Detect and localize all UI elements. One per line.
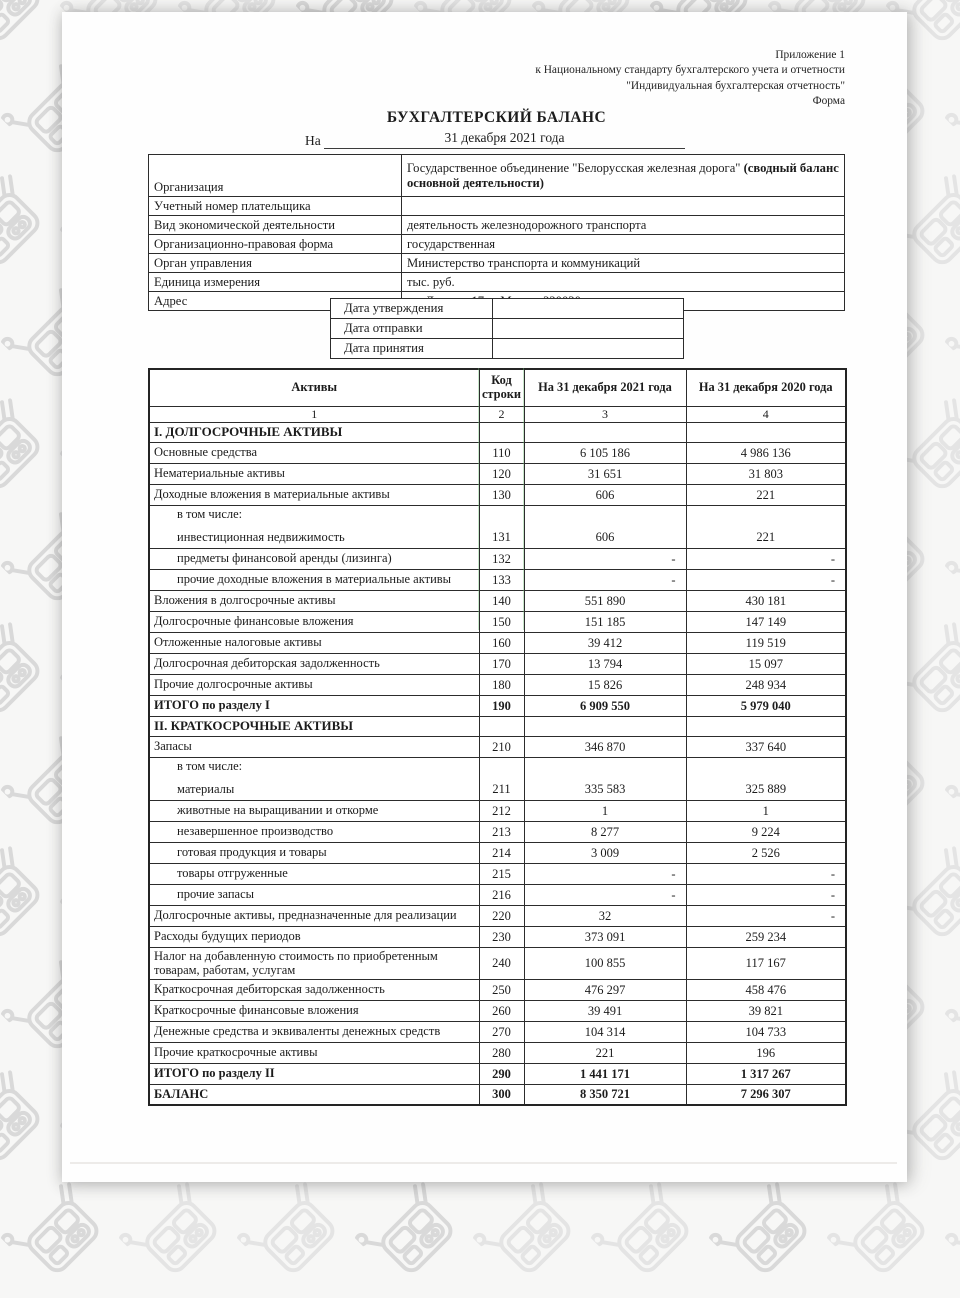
row-value-2020: - — [686, 548, 846, 569]
retro-console-icon — [0, 184, 46, 277]
column-number-row — [149, 406, 846, 422]
row-label: прочие запасы — [149, 884, 479, 905]
date-row-value — [493, 339, 684, 359]
row-code: 230 — [479, 926, 524, 947]
row-code: 110 — [479, 442, 524, 463]
table-row — [149, 505, 846, 548]
date-row-label: Дата принятия — [331, 339, 493, 359]
table-row — [149, 926, 846, 947]
org-row — [149, 216, 845, 235]
row-code: 214 — [479, 842, 524, 863]
row-label: Налог на добавленную стоимость по приобретенным товарам, работам, услугам — [149, 947, 479, 979]
section-label: II. КРАТКОСРОЧНЫЕ АКТИВЫ — [149, 716, 479, 736]
table-row — [149, 863, 846, 884]
table-row — [149, 947, 846, 979]
row-value-2021: - — [524, 569, 686, 590]
retro-console-icon — [902, 0, 960, 53]
retro-console-icon — [0, 1080, 46, 1173]
scan-artifact-line — [478, 368, 479, 630]
org-row-value: тыс. руб. — [402, 273, 845, 292]
org-row-label: Адрес — [149, 292, 402, 311]
row-code: 170 — [479, 653, 524, 674]
row-code: 133 — [479, 569, 524, 590]
row-label: Вложения в долгосрочные активы — [149, 590, 479, 611]
table-row — [149, 569, 846, 590]
row-value-2021: 39 412 — [524, 632, 686, 653]
row-code: 240 — [479, 947, 524, 979]
row-code: 213 — [479, 821, 524, 842]
row-label: прочие доходные вложения в материальные активы — [149, 569, 479, 590]
empty-cell — [524, 716, 686, 736]
note-form: Форма — [812, 95, 845, 108]
row-value-2020: 430 181 — [686, 590, 846, 611]
row-code: 190 — [479, 695, 524, 716]
col-header-2020: На 31 декабря 2020 года — [686, 369, 846, 406]
row-label: Доходные вложения в материальные активы — [149, 484, 479, 505]
row-code: 270 — [479, 1021, 524, 1042]
org-row-label: Орган управления — [149, 254, 402, 273]
org-row-value: Министерство транспорта и коммуникаций — [402, 254, 845, 273]
row-code: 210 — [479, 736, 524, 757]
row-label: Денежные средства и эквиваленты денежных средств — [149, 1021, 479, 1042]
table-row — [149, 884, 846, 905]
report-date-row — [148, 130, 845, 154]
empty-cell — [686, 422, 846, 442]
retro-console-icon — [902, 408, 960, 501]
col-number-3: 3 — [524, 406, 686, 422]
row-value-2021: 31 651 — [524, 463, 686, 484]
row-value-2021: 39 491 — [524, 1000, 686, 1021]
empty-cell — [479, 422, 524, 442]
retro-console-icon — [902, 1080, 960, 1173]
retro-console-icon — [902, 856, 960, 949]
retro-console-icon — [725, 1192, 813, 1285]
col-header-assets: Активы — [149, 369, 479, 406]
row-label: в том числе: инвестиционная недвижимость — [149, 505, 479, 548]
row-code: 180 — [479, 674, 524, 695]
date-row-label: Дата отправки — [331, 319, 493, 339]
row-code: 150 — [479, 611, 524, 632]
row-label: товары отгруженные — [149, 863, 479, 884]
col-number-4: 4 — [686, 406, 846, 422]
row-value-2020: 221 — [686, 484, 846, 505]
row-value-2020: 39 821 — [686, 1000, 846, 1021]
row-value-2020: 337 640 — [686, 736, 846, 757]
table-row — [149, 1084, 846, 1105]
date-prefix-label: На — [305, 133, 321, 148]
row-value-2020: 117 167 — [686, 947, 846, 979]
row-code: 140 — [479, 590, 524, 611]
table-row — [149, 611, 846, 632]
row-value-2020: 259 234 — [686, 926, 846, 947]
form-notes — [148, 48, 845, 110]
retro-console-icon — [17, 1192, 105, 1285]
org-row — [149, 197, 845, 216]
table-row — [149, 590, 846, 611]
row-value-2020: 1 317 267 — [686, 1063, 846, 1084]
dates-table-body — [331, 299, 684, 359]
row-value-2021: 32 — [524, 905, 686, 926]
row-value-2021: 8 277 — [524, 821, 686, 842]
row-label: Расходы будущих периодов — [149, 926, 479, 947]
row-label: животные на выращивании и откорме — [149, 800, 479, 821]
retro-console-icon — [135, 1192, 223, 1285]
empty-cell — [686, 716, 846, 736]
retro-console-icon — [0, 408, 46, 501]
row-code: 130 — [479, 484, 524, 505]
row-value-2021: 8 350 721 — [524, 1084, 686, 1105]
row-value-2020: 2 526 — [686, 842, 846, 863]
row-code: 250 — [479, 979, 524, 1000]
row-value-2021: 13 794 — [524, 653, 686, 674]
table-row — [149, 463, 846, 484]
retro-console-icon — [902, 184, 960, 277]
row-value-2020: - — [686, 863, 846, 884]
row-value-2021: 476 297 — [524, 979, 686, 1000]
date-row-value — [493, 299, 684, 319]
empty-cell — [524, 422, 686, 442]
row-value-2020: - — [686, 905, 846, 926]
row-label: ИТОГО по разделу I — [149, 695, 479, 716]
row-value-2020: 15 097 — [686, 653, 846, 674]
row-value-2021: 606 — [524, 505, 686, 548]
table-row — [149, 548, 846, 569]
row-value-2021: 3 009 — [524, 842, 686, 863]
section-label: I. ДОЛГОСРОЧНЫЕ АКТИВЫ — [149, 422, 479, 442]
row-value-2021: 606 — [524, 484, 686, 505]
row-value-2021: - — [524, 884, 686, 905]
org-row-value: деятельность железнодорожного транспорта — [402, 216, 845, 235]
org-row-value — [402, 197, 845, 216]
note-standard: к Национальному стандарту бухгалтерского учета и отчетности — [535, 64, 845, 77]
report-date-value: 31 декабря 2021 года — [324, 130, 685, 149]
row-value-2020: 248 934 — [686, 674, 846, 695]
org-row — [149, 155, 845, 197]
table-row — [149, 653, 846, 674]
table-row — [149, 1063, 846, 1084]
table-row — [149, 484, 846, 505]
row-value-2020: 4 986 136 — [686, 442, 846, 463]
row-code: 160 — [479, 632, 524, 653]
row-value-2020: 104 733 — [686, 1021, 846, 1042]
retro-console-icon — [0, 632, 46, 725]
row-label: готовая продукция и товары — [149, 842, 479, 863]
row-label: Долгосрочные активы, предназначенные для реализации — [149, 905, 479, 926]
note-appendix: Приложение 1 — [775, 49, 845, 61]
table-row — [149, 442, 846, 463]
row-value-2021: 151 185 — [524, 611, 686, 632]
row-value-2020: 31 803 — [686, 463, 846, 484]
date-row — [331, 319, 684, 339]
row-code: 211 — [479, 757, 524, 800]
table-row — [149, 821, 846, 842]
row-label: Краткосрочные финансовые вложения — [149, 1000, 479, 1021]
organization-table-body — [149, 155, 845, 311]
retro-console-icon — [607, 1192, 695, 1285]
note-report-type: "Индивидуальная бухгалтерская отчетность" — [626, 79, 845, 92]
balance-table-body — [149, 422, 846, 1105]
row-value-2020: 196 — [686, 1042, 846, 1063]
retro-console-icon — [0, 856, 46, 949]
section-row — [149, 422, 846, 442]
retro-console-icon — [843, 1192, 931, 1285]
row-value-2020: 119 519 — [686, 632, 846, 653]
row-code: 132 — [479, 548, 524, 569]
row-value-2021: 221 — [524, 1042, 686, 1063]
row-value-2021: 6 105 186 — [524, 442, 686, 463]
row-value-2021: 335 583 — [524, 757, 686, 800]
row-value-2021: 551 890 — [524, 590, 686, 611]
table-row — [149, 842, 846, 863]
row-code: 131 — [479, 505, 524, 548]
row-value-2021: - — [524, 863, 686, 884]
retro-console-icon — [902, 632, 960, 725]
row-code: 280 — [479, 1042, 524, 1063]
row-label: Долгосрочная дебиторская задолженность — [149, 653, 479, 674]
table-row — [149, 632, 846, 653]
org-row — [149, 235, 845, 254]
row-code: 300 — [479, 1084, 524, 1105]
row-label: БАЛАНС — [149, 1084, 479, 1105]
org-row-label: Вид экономической деятельности — [149, 216, 402, 235]
row-value-2021: 15 826 — [524, 674, 686, 695]
col-number-2: 2 — [479, 406, 524, 422]
row-label: Краткосрочная дебиторская задолженность — [149, 979, 479, 1000]
table-row — [149, 674, 846, 695]
row-code: 120 — [479, 463, 524, 484]
row-value-2020: 1 — [686, 800, 846, 821]
row-label: Нематериальные активы — [149, 463, 479, 484]
org-row — [149, 254, 845, 273]
row-value-2021: 104 314 — [524, 1021, 686, 1042]
row-code: 290 — [479, 1063, 524, 1084]
row-label: незавершенное производство — [149, 821, 479, 842]
row-label: Запасы — [149, 736, 479, 757]
org-row-value: государственная — [402, 235, 845, 254]
org-row-label: Организационно-правовая форма — [149, 235, 402, 254]
row-label: в том числе: материалы — [149, 757, 479, 800]
table-row — [149, 695, 846, 716]
row-code: 216 — [479, 884, 524, 905]
row-code: 260 — [479, 1000, 524, 1021]
table-row — [149, 1042, 846, 1063]
document-page — [62, 12, 907, 1182]
table-row — [149, 800, 846, 821]
row-value-2021: 6 909 550 — [524, 695, 686, 716]
row-value-2020: 221 — [686, 505, 846, 548]
table-row — [149, 736, 846, 757]
col-header-code: Код строки — [479, 369, 524, 406]
retro-console-icon — [489, 1192, 577, 1285]
table-row — [149, 757, 846, 800]
organization-table — [148, 154, 845, 311]
row-value-2020: 147 149 — [686, 611, 846, 632]
row-code: 215 — [479, 863, 524, 884]
row-code: 220 — [479, 905, 524, 926]
row-value-2021: - — [524, 548, 686, 569]
row-value-2020: 7 296 307 — [686, 1084, 846, 1105]
row-value-2020: 458 476 — [686, 979, 846, 1000]
document-title: БУХГАЛТЕРСКИЙ БАЛАНС — [386, 109, 607, 126]
dates-table — [330, 298, 684, 359]
row-label: Прочие долгосрочные активы — [149, 674, 479, 695]
empty-cell — [479, 716, 524, 736]
table-row — [149, 905, 846, 926]
row-label: Отложенные налоговые активы — [149, 632, 479, 653]
date-row — [331, 299, 684, 319]
row-value-2020: - — [686, 569, 846, 590]
row-label: Долгосрочные финансовые вложения — [149, 611, 479, 632]
row-value-2020: 9 224 — [686, 821, 846, 842]
row-value-2020: - — [686, 884, 846, 905]
col-number-1: 1 — [149, 406, 479, 422]
row-value-2021: 100 855 — [524, 947, 686, 979]
row-value-2020: 325 889 — [686, 757, 846, 800]
scan-artifact-line — [523, 368, 524, 630]
section-row — [149, 716, 846, 736]
org-row — [149, 273, 845, 292]
org-row-label: Единица измерения — [149, 273, 402, 292]
balance-header-row — [149, 369, 846, 406]
org-row-label: Учетный номер плательщика — [149, 197, 402, 216]
row-label: ИТОГО по разделу II — [149, 1063, 479, 1084]
row-value-2021: 373 091 — [524, 926, 686, 947]
row-label: Прочие краткосрочные активы — [149, 1042, 479, 1063]
retro-console-icon — [371, 1192, 459, 1285]
col-header-2021: На 31 декабря 2021 года — [524, 369, 686, 406]
table-row — [149, 1021, 846, 1042]
org-row-value: Государственное объединение "Белорусская железная дорога" (сводный баланс основной деятельности) — [402, 155, 845, 197]
row-label: предметы финансовой аренды (лизинга) — [149, 548, 479, 569]
date-row — [331, 339, 684, 359]
org-row-label: Организация — [149, 155, 402, 197]
table-row — [149, 979, 846, 1000]
scan-fold-line — [70, 1162, 897, 1164]
table-row — [149, 1000, 846, 1021]
date-row-label: Дата утверждения — [331, 299, 493, 319]
row-code: 212 — [479, 800, 524, 821]
date-row-value — [493, 319, 684, 339]
retro-console-icon — [253, 1192, 341, 1285]
retro-console-icon — [0, 0, 46, 53]
balance-table — [148, 368, 847, 1106]
row-value-2021: 1 — [524, 800, 686, 821]
row-value-2020: 5 979 040 — [686, 695, 846, 716]
row-value-2021: 1 441 171 — [524, 1063, 686, 1084]
row-value-2021: 346 870 — [524, 736, 686, 757]
row-label: Основные средства — [149, 442, 479, 463]
